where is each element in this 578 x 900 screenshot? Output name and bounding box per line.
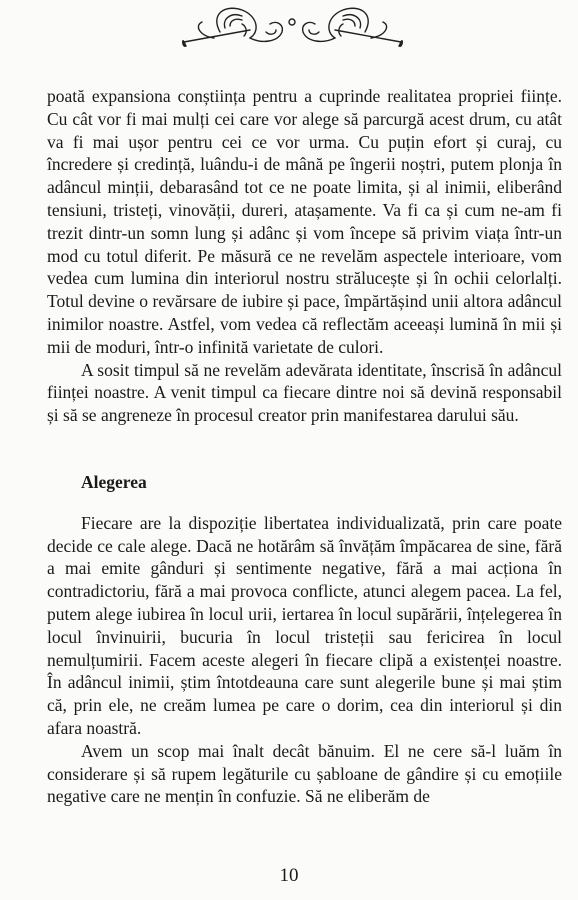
body-paragraph: Fiecare are la dispoziție libertatea individualizată, prin care poate decide ce cale alege. Dacă ne hotărâm să învățăm împăcarea de sine, fără a mai emite gânduri și sentimente negative, fără a mai acționa în contradictoriu, fără a mai provoca conflicte, atunci alegem pacea. La fel, putem alege iubirea în locul urii, iertarea în locul supărării, înțelegerea în locul învinuirii, bucuria în locul tristeții sau fericirea în locul nemulțumirii. Facem aceste alegeri în fiecare clipă a existenței noastre. În adâncul inimii, știm întotdeauna care sunt alegerile bune și mai știm că, prin ele, ne creăm lumea pe care o dorim, cea din interiorul și din afara noastră. (47, 512, 562, 738)
body-paragraph: A sosit timpul să ne revelăm adevărata identitate, înscrisă în adâncul ființei noastre. A venit timpul ca fiecare dintre noi să devină responsabil și să se angreneze în procesul creator prin manifestarea darului său. (47, 359, 562, 426)
section-heading: Alegerea (81, 471, 147, 492)
winged-trumpet-ornament-icon (180, 2, 405, 50)
body-paragraph: Avem un scop mai înalt decât bănuim. El ne cere să-l luăm în considerare și să rupem legăturile cu șabloane de gândire și cu emoțiile negative care ne mențin în confuzie. Să ne eliberăm de (47, 740, 562, 807)
body-paragraph: poată expansiona conștiința pentru a cuprinde realitatea propriei ființe. Cu cât vor fi mai mulți cei care vor alege să parcurgă acest drum, cu atât va fi mai ușor pentru cei ce vor urma. Cu puțin efort și curaj, cu încredere și credință, luându-i de mână pe îngerii noștri, putem plonja în adâncul minții, debarasând tot ce ne poate limita, și al inimii, eliberând tensiuni, tristeți, vinovății, dureri, atașamente. Va fi ca și cum ne-am fi trezit dintr-un somn lung și adânc și vom începe să privim viața într-un mod cu totul diferit. Pe măsură ce ne revelăm aspectele interioare, vom vedea cum lumina din interiorul nostru strălucește și în ochii celorlalți. Totul devine o revărsare de iubire și pace, împărtășind unii altora adâncul inimilor noastre. Astfel, vom vedea că reflectăm aceeași lumină în mii și mii de moduri, într-o infinită varietate de culori. (47, 86, 562, 357)
page-body (47, 85, 562, 808)
page-number: 10 (279, 865, 299, 886)
